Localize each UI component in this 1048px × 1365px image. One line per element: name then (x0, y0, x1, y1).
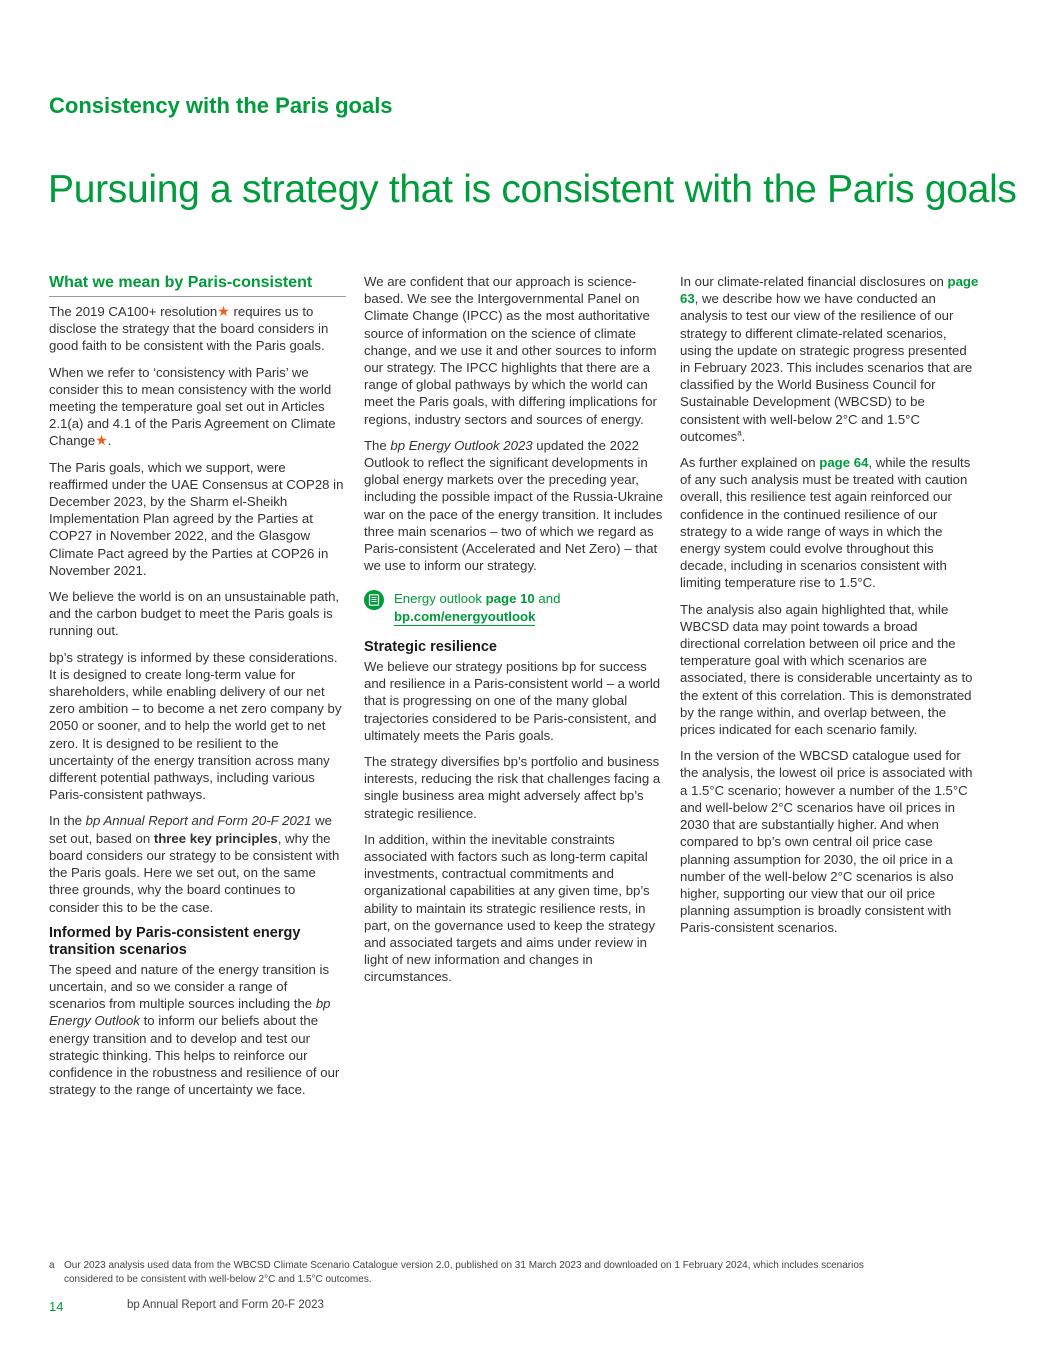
document-icon (364, 590, 384, 610)
page-title: Pursuing a strategy that is consistent with the Paris goals (48, 168, 1017, 211)
footnote (49, 1259, 869, 1286)
paris-consistent-heading: What we mean by Paris-consistent (49, 273, 346, 297)
paragraph: The Paris goals, which we support, were reaffirmed under the UAE Consensus at COP28 in December 2023, by the Sharm el-Sheikh Implementation Plan agreed by the Parties at COP27 in November 2022, and the Glasgow Climate Pact agreed by the Parties at COP26 in November 2021. (49, 459, 344, 578)
energy-outlook-reference (364, 590, 664, 625)
paragraph: The bp Energy Outlook 2023 updated the 2022 Outlook to reflect the significant developments in global energy markets over the preceding year, including the possible impact of the Russia-Ukraine war on the pace of the energy transition. It includes three main scenarios – two of which we regard as Paris-consistent (Accelerated and Net Zero) – that we use to inform our strategy. (364, 437, 664, 574)
strategic-resilience-subheading: Strategic resilience (364, 639, 497, 656)
footnote-mark: a (49, 1260, 55, 1271)
page-64-link[interactable]: page 64 (819, 455, 869, 471)
column-3 (680, 273, 980, 946)
paragraph: In the version of the WBCSD catalogue used for the analysis, the lowest oil price is associated with a 1.5°C scenario; however a number of the 1.5°C and well-below 2°C scenarios have oil prices in 2030 that are substantially higher. And when compared to bp’s own central oil price case planning assumption for 2030, the oil price in a number of the well-below 2°C scenarios is also higher, supporting our view that our oil price planning assumption is broadly consistent with Paris-consistent scenarios. (680, 748, 973, 936)
paragraph: We believe the world is on an unsustainable path, and the carbon budget to meet the Paris goals is running out. (49, 589, 340, 639)
report-title: bp Annual Report and Form 20-F 2023 (127, 1299, 324, 1311)
page-63-link[interactable]: page 63 (680, 274, 979, 307)
column-2 (364, 273, 664, 995)
paragraph: When we refer to ‘consistency with Paris’ we consider this to mean consistency with the world meeting the temperature goal set out in Articles 2.1(a) and 4.1 of the Paris Agreement on Climate Change★. (49, 364, 336, 449)
star-icon[interactable]: ★ (217, 303, 230, 319)
column-1 (49, 273, 346, 1107)
paragraph: We are confident that our approach is science-based. We see the Intergovernmental Panel on Climate Change (IPCC) as the most authoritative source of information on the science of climate change, and we use it and other sources to inform our strategy. The IPCC highlights that there are a range of global pathways by which the world can meet the Paris goals, with differing implications for regions, industry sectors and sources of energy. (364, 274, 657, 427)
footnote-marker[interactable]: a (737, 428, 742, 438)
section-label: Consistency with the Paris goals (49, 93, 393, 118)
reference-text: Energy outlook page 10 and bp.com/energyoutlook (394, 591, 561, 624)
paragraph: In the bp Annual Report and Form 20-F 2021 we set out, based on three key principles, why the board considers our strategy to be consistent with the Paris goals. Here we set out, on the same three grounds, why the board continues to consider this to be the case. (49, 813, 340, 915)
paragraph: The analysis also again highlighted that, while WBCSD data may point towards a broad directional correlation between oil price and the temperature goal with which scenarios are associated, there is considerable uncertainty as to the extent of this correlation. This is demonstrated by the range within, and overlap between, the prices indicated for each scenario family. (680, 601, 973, 738)
paragraph: We believe our strategy positions bp for success and resilience in a Paris-consistent world – a world that is progressing on one of the many global trajectories considered to be Paris-consistent, and ultimately meets the Paris goals. (364, 658, 661, 743)
paragraph: As further explained on page 64, while the results of any such analysis must be treated with caution overall, this resilience test again reinforced our confidence in the continued resilience of our strategy to a wide range of ways in which the energy system could evolve throughout this decade, including in scenarios consistent with limiting temperature rise to 1.5°C. (680, 455, 971, 591)
page-number: 14 (49, 1299, 64, 1314)
paragraph: In addition, within the inevitable constraints associated with factors such as long-term capital investments, contractual commitments and organizational capabilities at any given time, bp’s ability to maintain its strategic resilience rests, in part, on the governance used to keep the strategy and associated targets and aims under review in light of new information and changes in circumstances. (364, 831, 656, 985)
paragraph: The strategy diversifies bp’s portfolio and business interests, reducing the risk that challenges facing a single business area might adversely affect bp’s strategic resilience. (364, 753, 661, 821)
page-10-link[interactable]: page 10 (485, 591, 535, 607)
footnote-text: Our 2023 analysis used data from the WBCSD Climate Scenario Catalogue version 2.0, published on 31 March 2023 and downloaded on 1 February 2024, which includes scenarios considered to be consistent with well-below 2°C and 1.5°C outcomes. (64, 1260, 864, 1285)
scenarios-subheading: Informed by Paris-consistent energy transition scenarios (49, 924, 301, 959)
paragraph: In our climate-related financial disclosures on page 63, we describe how we have conducted an analysis to test our view of the resilience of our strategy to different climate-related scenarios, using the update on strategic progress presented in February 2023. This includes scenarios that are classified by the World Business Council for Sustainable Development (WBCSD) to be consistent with well-below 2°C and 1.5°C outcomes$^a$. (680, 274, 979, 444)
star-icon[interactable]: ★ (95, 432, 108, 449)
paragraph: The speed and nature of the energy transition is uncertain, and so we consider a range of scenarios from multiple sources including the bp Energy Outlook to inform our beliefs about the energy transition and to develop and test our strategic thinking. This helps to reinforce our confidence in the robustness and resilience of our strategy to the range of uncertainty we face. (49, 961, 340, 1098)
energy-outlook-link[interactable]: bp.com/energyoutlook (394, 608, 536, 624)
paragraph: bp’s strategy is informed by these considerations. It is designed to create long-term value for shareholders, while enabling delivery of our net zero ambition – to become a net zero company by 2050 or sooner, and to help the world get to net zero. It is designed to be resilient to the uncertainty of the energy transition across many different potential pathways, including various Paris-consistent pathways. (49, 649, 342, 803)
paragraph: The 2019 CA100+ resolution★ requires us to disclose the strategy that the board considers in good faith to be consistent with the Paris goals. (49, 303, 329, 354)
